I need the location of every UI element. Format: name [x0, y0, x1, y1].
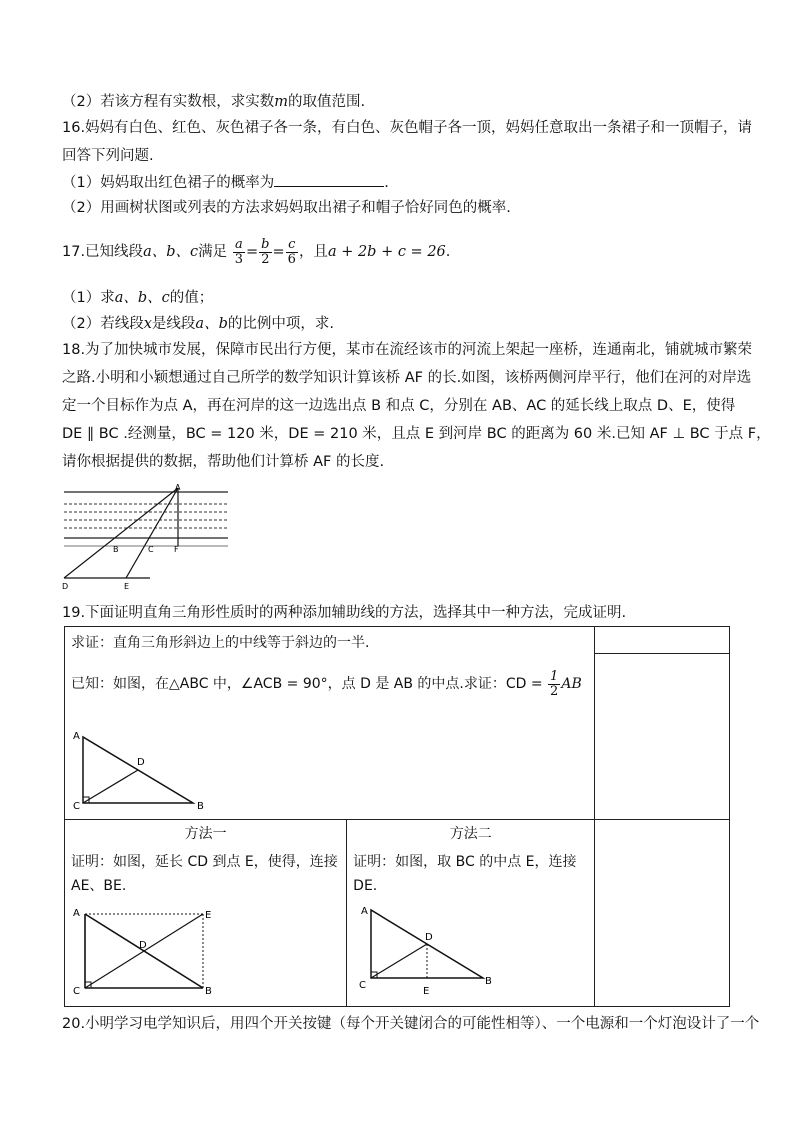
- bridge-figure: [60, 482, 232, 594]
- fraction-c-6: $\frac{c}{6}$: [287, 236, 296, 267]
- q20-stem: 20.小明学习电学知识后，用四个开关按键（每个开关键闭合的可能性相等）、一个电源和一个灯泡设计了一个: [62, 1016, 760, 1032]
- q16-part2: （2）用画树状图或列表的方法求妈妈取出裙子和帽子恰好同色的概率.: [62, 200, 511, 216]
- side-cell: [595, 627, 730, 820]
- q17-stem: 17.已知线段a、b、c满足 $\frac{a}{3}$ = $\frac{b}{2}$ = $\frac{c}{6}$ ，且a + 2b + c = 26.: [62, 236, 451, 267]
- label-D: D: [425, 932, 433, 943]
- label-C: C: [148, 545, 154, 554]
- side-cell-header: [595, 627, 729, 654]
- label-E: E: [423, 986, 430, 997]
- side-cell-lower: [595, 820, 730, 1007]
- q16-stem-line2: 回答下列问题.: [62, 148, 154, 164]
- q18-line5: 请你根据提供的数据，帮助他们计算桥 AF 的长度.: [62, 454, 385, 470]
- label-C: C: [359, 980, 367, 991]
- method1-text: 证明：如图，延长 CD 到点 E，使得，连接 AE、BE.: [71, 854, 338, 894]
- fraction-a-3: $\frac{a}{3}$: [234, 236, 244, 267]
- label-D: D: [139, 940, 147, 951]
- q18-line1: 18.为了加快城市发展，保障市民出行方便，某市在流经该市的河流上架起一座桥，连通南北，铺就城市繁荣: [62, 342, 753, 358]
- label-A: A: [361, 906, 369, 917]
- q15-part2: （2）若该方程有实数根，求实数m的取值范围.: [62, 94, 366, 110]
- label-D: D: [137, 757, 145, 768]
- label-E: E: [124, 582, 130, 591]
- label-A: A: [73, 731, 80, 742]
- method2-figure: [353, 902, 503, 998]
- method1-figure: [71, 902, 231, 998]
- label-C: C: [73, 801, 80, 811]
- q19-stem: 19.下面证明直角三角形性质时的两种添加辅助线的方法，选择其中一种方法，完成证明.: [62, 605, 627, 621]
- label-F: F: [174, 545, 179, 554]
- label-B: B: [113, 545, 119, 554]
- label-B: B: [205, 986, 212, 997]
- q17-part1: （1）求a、b、c的值；: [62, 290, 214, 306]
- q16-part1: （1）妈妈取出红色裙子的概率为 .: [62, 172, 389, 193]
- label-B: B: [485, 976, 493, 987]
- proof-given-cell: [65, 627, 595, 820]
- method2-cell: [347, 820, 595, 1007]
- proof-table: [64, 626, 730, 1007]
- fraction-b-2: $\frac{b}{2}$: [261, 236, 270, 267]
- label-A: A: [73, 908, 80, 919]
- q17-part2: （2）若线段x是线段a、b的比例中项，求.: [62, 316, 334, 332]
- given-statement: 已知：如图，在△ABC 中，∠ACB = 90°，点 D 是 AB 的中点.求证：CD = $\frac{1}{2}$ AB: [71, 668, 582, 699]
- label-B: B: [197, 801, 204, 811]
- fraction-one-half: $\frac{1}{2}$: [550, 668, 559, 699]
- prove-title: 求证：直角三角形斜边上的中线等于斜边的一半.: [71, 635, 370, 651]
- q18-line2: 之路.小明和小颖想通过自己所学的数学知识计算该桥 AF 的长.如图，该桥两侧河岸平行，他们在河的对岸选: [62, 370, 752, 386]
- method2-title: 方法二: [449, 826, 492, 842]
- method1-title: 方法一: [184, 826, 227, 842]
- q16-stem-line1: 16.妈妈有白色、红色、灰色裙子各一条，有白色、灰色帽子各一顶，妈妈任意取出一条裙子和一顶帽子，请: [62, 120, 753, 136]
- answer-blank: [274, 172, 384, 187]
- triangle-abc-figure: [71, 727, 221, 811]
- method1-cell: [65, 820, 347, 1007]
- q18-line3: 定一个目标作为点 A，再在河岸的这一边选出点 B 和点 C，分别在 AB、AC 的延长线上取点 D、E，使得: [62, 398, 736, 414]
- label-E: E: [205, 910, 212, 921]
- method2-text: 证明：如图，取 BC 的中点 E，连接 DE.: [353, 854, 577, 894]
- q18-line4: DE ∥ BC .经测量，BC = 120 米，DE = 210 米，且点 E 到河岸 BC 的距离为 60 米.已知 AF ⊥ BC 于点 F，: [62, 426, 771, 442]
- label-C: C: [73, 986, 80, 997]
- label-D: D: [62, 582, 69, 591]
- label-A: A: [175, 483, 181, 492]
